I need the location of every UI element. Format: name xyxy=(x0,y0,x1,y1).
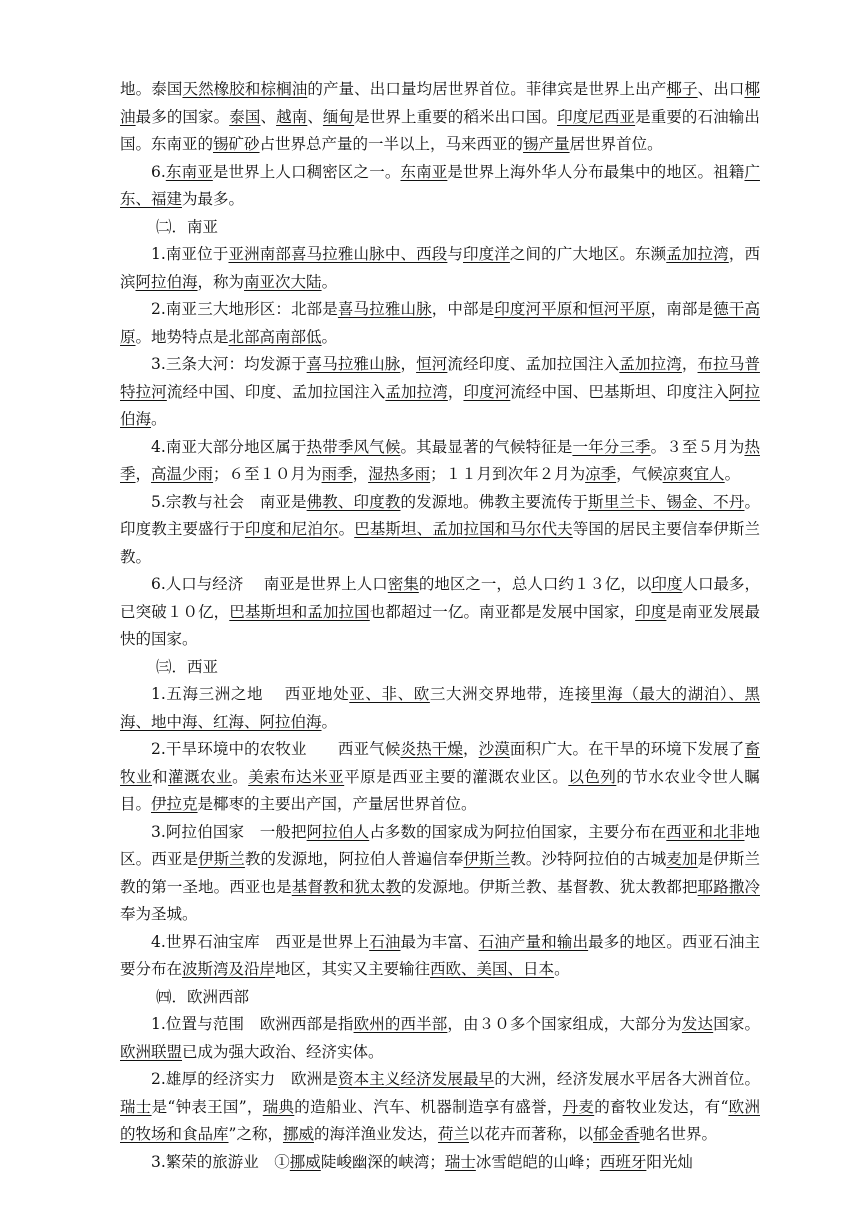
text-run: ；６至１０月为 xyxy=(213,465,322,483)
text-run: 。 xyxy=(232,767,249,786)
text-run: 。 xyxy=(321,327,338,346)
underlined-term: 西亚和北非 xyxy=(666,822,745,841)
text-run: ， xyxy=(463,740,479,758)
underlined-term: 湿热多雨 xyxy=(368,465,431,483)
text-run: 也都超过一亿。南亚都是发展中国家， xyxy=(369,602,636,621)
paragraph xyxy=(120,434,760,489)
text-run: 的节水农业令世人瞩目。 xyxy=(120,767,760,813)
underlined-term: 巴基斯坦和孟加拉国 xyxy=(229,602,370,621)
text-run: ， xyxy=(447,382,464,401)
text-run: 和 xyxy=(152,767,169,786)
paragraph xyxy=(120,489,760,572)
underlined-term: 广东、福建 xyxy=(120,162,760,208)
underlined-term: 西欧、美国、日本 xyxy=(430,960,555,978)
underlined-term: 麦加 xyxy=(666,850,698,868)
text-run: 驰名世界。 xyxy=(639,1125,718,1143)
text-run: 、 xyxy=(307,107,323,126)
text-run: 是南亚发展最快的国家。 xyxy=(120,602,760,648)
text-run: ， xyxy=(352,465,369,483)
underlined-term: 锡矿砂 xyxy=(213,135,260,153)
paragraph xyxy=(120,1011,760,1066)
text-run: 是世界上人口稠密区之一。 xyxy=(212,162,401,181)
text-run: 6.人口与经济 南亚是世界上人口 xyxy=(151,575,388,593)
text-run: 、 xyxy=(260,107,277,126)
text-run: 与 xyxy=(447,245,463,263)
paragraph xyxy=(120,929,760,984)
text-run: 为最多。 xyxy=(182,190,245,208)
text-run: 2.南亚三大地形区：北部是 xyxy=(151,300,338,318)
underlined-term: 巴基斯坦、孟加拉国和马尔代夫 xyxy=(354,520,573,538)
text-run: 6. xyxy=(151,162,166,181)
text-run: 教。沙特阿拉伯的古城 xyxy=(510,850,667,868)
text-run: 的发源地。伊斯兰教、基督教、犹太教都把 xyxy=(401,877,698,896)
paragraph xyxy=(120,681,760,736)
section-heading xyxy=(120,214,760,242)
text-run: 。 xyxy=(321,272,338,291)
underlined-term: 南亚次大陆 xyxy=(244,272,322,291)
underlined-term: 布拉马普特拉河 xyxy=(120,355,760,401)
paragraph xyxy=(120,571,760,654)
paragraph xyxy=(120,1066,760,1149)
text-run: 最多的地区。西亚石油主要分布在 xyxy=(120,932,760,978)
underlined-term: 孟加拉湾 xyxy=(385,382,448,401)
underlined-term: 东南亚 xyxy=(400,162,448,181)
text-run: 4.南亚大部分地区属于 xyxy=(151,437,307,456)
underlined-term: 印度尼西亚 xyxy=(557,107,636,126)
paragraph xyxy=(120,76,760,159)
text-run: 的地区之一，总人口约１３亿，以 xyxy=(418,575,652,593)
paragraph xyxy=(120,296,760,351)
text-run: 。３至５月为 xyxy=(650,437,745,456)
underlined-term: 沙漠 xyxy=(478,740,510,758)
text-run: 的产量、出口量均居世界首位。菲律宾是世界上出产 xyxy=(307,80,667,98)
underlined-term: 东南亚 xyxy=(165,162,213,181)
text-run: 地区，其实又主要输往 xyxy=(275,960,431,978)
underlined-term: 凉季 xyxy=(585,465,617,483)
paragraph xyxy=(120,819,760,929)
underlined-term: 雨季 xyxy=(321,465,353,483)
text-run: 的畜牧业发达，有“ xyxy=(594,1097,729,1116)
underlined-term: 孟加拉湾 xyxy=(666,245,729,263)
underlined-term: 挪威 xyxy=(282,1125,314,1143)
text-run: 。 xyxy=(338,520,355,538)
underlined-term: 丹麦 xyxy=(562,1097,595,1116)
underlined-term: 椰油 xyxy=(120,80,760,126)
text-run: 等国的居民主要信奉伊斯兰教。 xyxy=(120,520,760,566)
underlined-term: 郁金香 xyxy=(593,1125,640,1143)
text-run: 占多数的国家成为阿拉伯国家，主要分布在 xyxy=(369,822,667,841)
underlined-term: 石油 xyxy=(369,932,401,951)
underlined-term: 荷兰 xyxy=(437,1125,469,1143)
underlined-term: 斯里兰卡、锡金、不丹 xyxy=(588,492,745,511)
text-run: 人口最多，已突破１０亿， xyxy=(120,575,760,621)
text-run: 以花卉而著称，以 xyxy=(469,1125,594,1143)
text-run: 地。泰国 xyxy=(120,80,183,98)
text-run: 。 xyxy=(724,465,741,483)
text-run: 5.宗教与社会 南亚是 xyxy=(151,492,307,511)
text-run: 3.繁荣的旅游业 ① xyxy=(151,1152,290,1171)
text-run: ，气候 xyxy=(616,465,663,483)
underlined-term: 阿拉伯人 xyxy=(306,822,370,841)
underlined-term: 泰国 xyxy=(229,107,261,126)
text-run: 流经中国、巴基斯坦、印度注入 xyxy=(510,382,729,401)
paragraph xyxy=(120,159,760,214)
text-run: 之间的广大地区。东濒 xyxy=(509,245,667,263)
underlined-term: 孟加拉湾 xyxy=(619,355,682,373)
text-run: 平原是西亚主要的灌溉农业区。 xyxy=(344,767,569,786)
underlined-term: 以色列 xyxy=(568,767,617,786)
underlined-term: 基督教和犹太教 xyxy=(291,877,402,896)
underlined-term: 欧洲联盟 xyxy=(120,1042,183,1061)
underlined-term: 椰子 xyxy=(666,80,698,98)
text-run: ；１１月到次年２月为 xyxy=(430,465,586,483)
underlined-term: 高温少雨 xyxy=(151,465,214,483)
underlined-term: 瑞士 xyxy=(444,1152,476,1171)
text-run: 是世界上重要的稻米出口国。 xyxy=(354,107,558,126)
text-run: 3.阿拉伯国家 一般把 xyxy=(151,822,307,841)
text-run: 是“钟表王国”， xyxy=(151,1097,263,1116)
underlined-term: 伊斯兰 xyxy=(198,850,245,868)
underlined-term: 天然橡胶和棕榈油 xyxy=(182,80,308,98)
text-run: 面积广大。在干旱的环境下发展了 xyxy=(509,740,745,758)
underlined-term: 欧州的西半部 xyxy=(353,1015,448,1033)
text-run: 。印度教主要盛行于 xyxy=(120,492,760,538)
underlined-term: 北部高南部低 xyxy=(228,327,322,346)
text-run: ㈣．欧洲西部 xyxy=(156,987,250,1006)
text-run: 。地势特点是 xyxy=(135,327,229,346)
text-run: 3.三条大河：均发源于 xyxy=(151,355,307,373)
text-run: ，西滨 xyxy=(120,245,760,291)
underlined-term: 热季 xyxy=(120,437,760,483)
section-heading xyxy=(120,984,760,1012)
text-run: 。 xyxy=(151,410,167,428)
text-run: 是世界上海外华人分布最集中的地区。祖籍 xyxy=(447,162,745,181)
text-run: 的造船业、汽车、机器制造享有盛誉， xyxy=(294,1097,563,1116)
paragraph xyxy=(120,241,760,296)
text-run: ㈢．西亚 xyxy=(156,657,219,676)
text-run: 三大洲交界地带，连接 xyxy=(429,685,592,703)
text-run: 流经印度、孟加拉国注入 xyxy=(447,355,620,373)
text-run: 是椰枣的主要出产国，产量居世界首位。 xyxy=(197,795,477,813)
underlined-term: 印度 xyxy=(635,602,667,621)
underlined-term: 炎热干燥 xyxy=(400,740,463,758)
text-run: 占世界总产量的一半以上，马来西亚的 xyxy=(259,135,524,153)
underlined-term: 亚、非、欧 xyxy=(349,685,430,703)
underlined-term: 恒河 xyxy=(416,355,448,373)
underlined-term: 佛教、印度教 xyxy=(306,492,401,511)
text-run: ，南部是 xyxy=(650,300,714,318)
text-run: 教的发源地，阿拉伯人普遍信奉 xyxy=(244,850,464,868)
underlined-term: 美索布达米亚 xyxy=(248,767,345,786)
underlined-term: 密集 xyxy=(387,575,419,593)
text-run: 地区。西亚是 xyxy=(120,822,760,868)
text-run: 冰雪皑皑的山峰； xyxy=(475,1152,600,1171)
text-run: 阳光灿 xyxy=(646,1152,693,1171)
text-run: 的海洋渔业发达， xyxy=(313,1125,438,1143)
paragraph xyxy=(120,351,760,434)
underlined-term: 里海（最大的湖泊）、黑海、地中海、红海、阿拉伯海 xyxy=(120,685,760,731)
underlined-term: 热带季风气候 xyxy=(306,437,401,456)
underlined-term: 印度河平原和恒河平原 xyxy=(494,300,651,318)
underlined-term: 越南 xyxy=(276,107,308,126)
text-run: 、出口 xyxy=(697,80,745,98)
text-run: 居世界首位。 xyxy=(569,135,663,153)
text-run: 是伊斯兰教的第一圣地。西亚也是 xyxy=(120,850,760,896)
underlined-term: 伊拉克 xyxy=(151,795,198,813)
text-run: 。 xyxy=(554,960,570,978)
text-run: 奉为圣城。 xyxy=(120,905,198,923)
text-run: 1.位置与范围 欧洲西部是指 xyxy=(151,1015,354,1033)
paragraph xyxy=(120,736,760,819)
text-run: 4.世界石油宝库 西亚是世界上 xyxy=(151,932,370,951)
underlined-term: 发达 xyxy=(681,1015,714,1033)
underlined-term: 印度 xyxy=(651,575,683,593)
underlined-term: 印度洋 xyxy=(463,245,510,263)
text-run: 是重要的石油输出国。东南亚的 xyxy=(120,107,760,153)
underlined-term: 喜马拉雅山脉 xyxy=(337,300,432,318)
text-run: 已成为强大政治、经济实体。 xyxy=(182,1042,384,1061)
underlined-term: 一年分三季 xyxy=(572,437,651,456)
text-run: 。其最显著的气候特征是 xyxy=(400,437,573,456)
underlined-term: 瑞士 xyxy=(120,1097,152,1116)
underlined-term: 挪威 xyxy=(289,1152,321,1171)
text-run: 2.干旱环境中的农牧业 西亚气候 xyxy=(151,740,401,758)
underlined-term: 伊斯兰 xyxy=(463,850,511,868)
text-run: 国家。 xyxy=(713,1015,760,1033)
document-page xyxy=(120,76,760,1176)
underlined-term: 印度河 xyxy=(463,382,511,401)
text-run: ，由３０多个国家组成，大部分为 xyxy=(447,1015,682,1033)
underlined-term: 亚洲南部喜马拉雅山脉中、西段 xyxy=(228,245,448,263)
text-run: 最多的国家。 xyxy=(135,107,230,126)
underlined-term: 德干高原 xyxy=(120,300,760,346)
underlined-term: 阿拉伯海 xyxy=(120,382,760,428)
underlined-term: 灌溉农业 xyxy=(168,767,233,786)
text-run: ㈡．南亚 xyxy=(156,217,219,236)
text-run: 。 xyxy=(321,712,338,731)
text-run: 陡峻幽深的峡湾； xyxy=(320,1152,445,1171)
underlined-term: 畜牧业 xyxy=(120,740,760,786)
underlined-term: 瑞典 xyxy=(262,1097,295,1116)
underlined-term: 锡产量 xyxy=(523,135,570,153)
underlined-term: 缅甸 xyxy=(322,107,355,126)
underlined-term: 资本主义经济发展最早 xyxy=(337,1070,495,1088)
underlined-term: 石油产量和输出 xyxy=(478,932,589,951)
text-run: ，称为 xyxy=(197,272,245,291)
underlined-term: 喜马拉雅山脉 xyxy=(306,355,401,373)
text-run: 流经中国、印度、孟加拉国注入 xyxy=(166,382,386,401)
underlined-term: 欧洲的牧场和食品库 xyxy=(120,1097,760,1143)
text-run: 2.雄厚的经济实力 欧洲是 xyxy=(151,1070,338,1088)
underlined-term: 耶路撒冷 xyxy=(697,877,760,896)
underlined-term: 印度和尼泊尔 xyxy=(244,520,339,538)
section-heading xyxy=(120,654,760,682)
text-run: ， xyxy=(681,355,698,373)
underlined-term: 西班牙 xyxy=(599,1152,647,1171)
text-run: 1.五海三洲之地 西亚地处 xyxy=(151,685,350,703)
text-run: 的大洲，经济发展水平居各大洲首位。 xyxy=(494,1070,760,1088)
text-run: ”之称， xyxy=(228,1125,283,1143)
text-run: ， xyxy=(400,355,417,373)
underlined-term: 凉爽宜人 xyxy=(662,465,725,483)
text-run: ， xyxy=(135,465,152,483)
underlined-term: 波斯湾及沿岸 xyxy=(182,960,276,978)
text-run: 最为丰富、 xyxy=(400,932,479,951)
underlined-term: 阿拉伯海 xyxy=(135,272,198,291)
text-run: ，中部是 xyxy=(431,300,495,318)
text-run: 的发源地。佛教主要流传于 xyxy=(400,492,589,511)
text-run: 1.南亚位于 xyxy=(151,245,229,263)
paragraph xyxy=(120,1149,760,1177)
